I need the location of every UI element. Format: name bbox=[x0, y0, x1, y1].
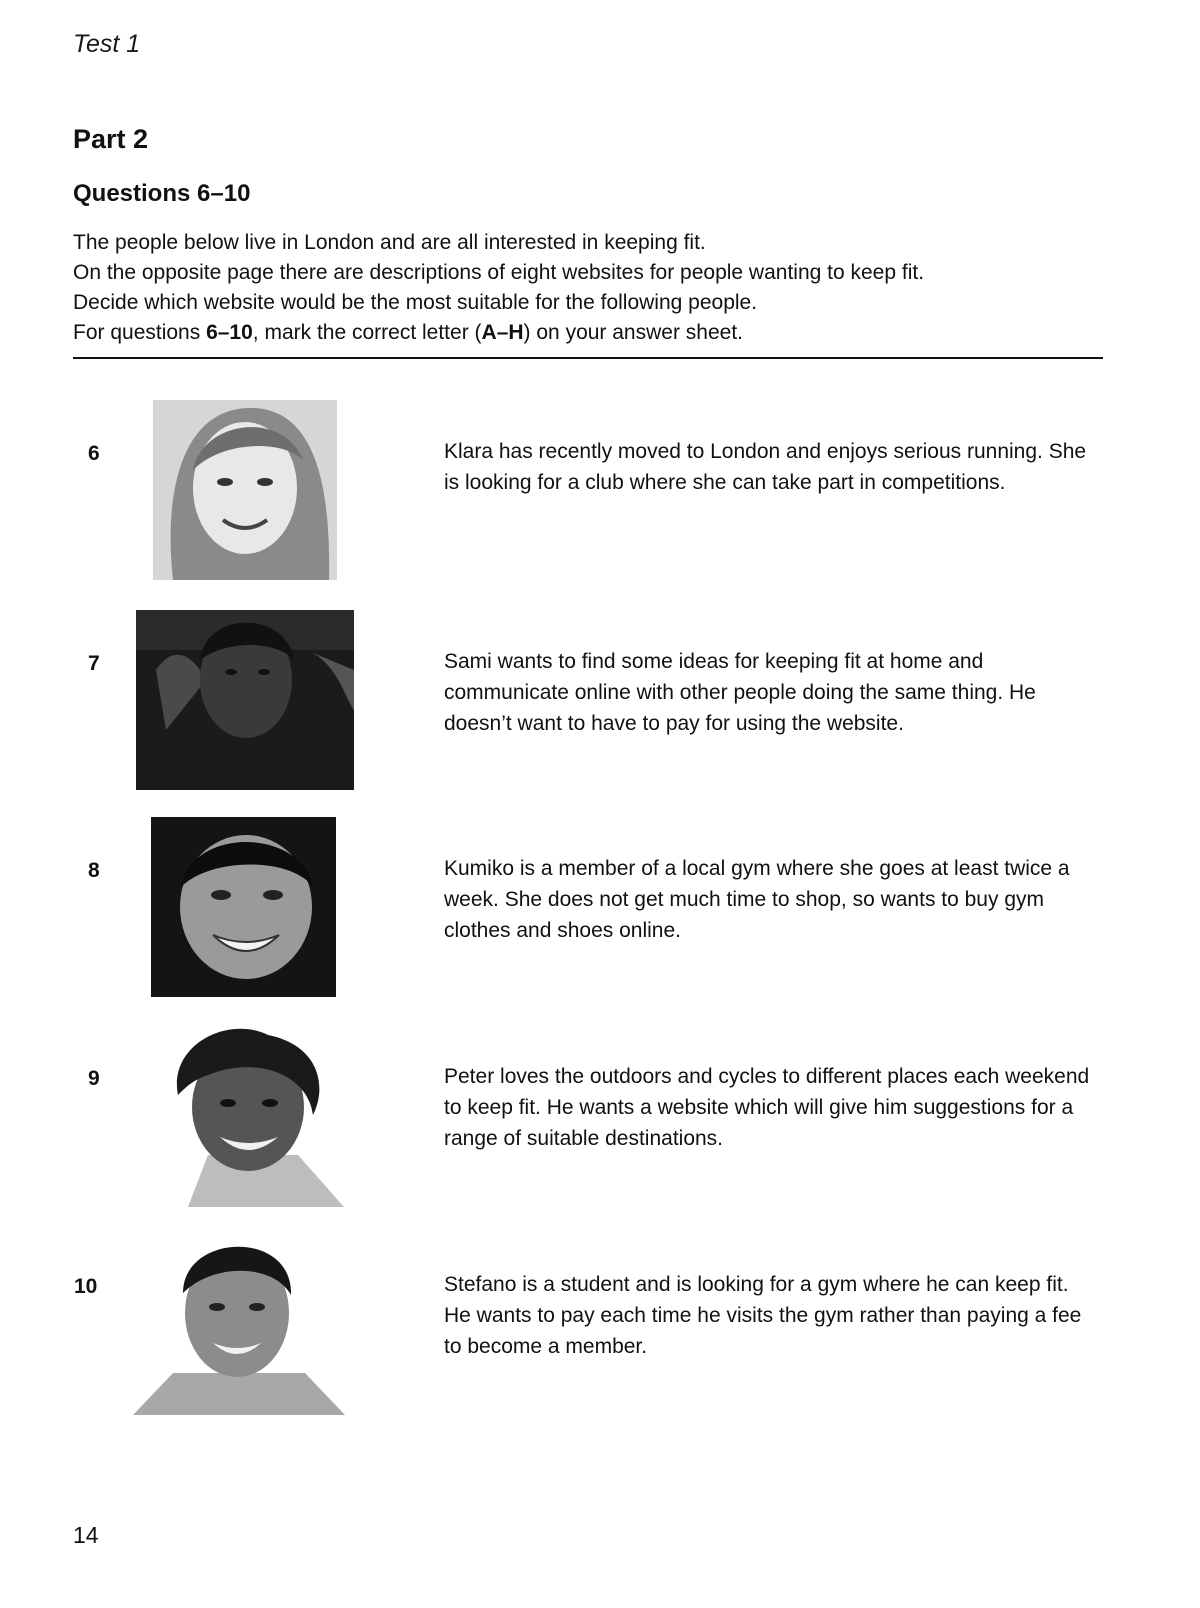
question-item bbox=[0, 817, 1200, 1007]
part-title: Part 2 bbox=[73, 124, 149, 154]
running-head: Test 1 bbox=[73, 30, 141, 58]
question-range: 6–10 bbox=[206, 321, 253, 344]
instruction-line-3: Decide which website would be the most suitable for the following people. bbox=[73, 291, 758, 314]
portrait-photo-kumiko bbox=[151, 817, 336, 997]
question-description: Stefano is a student and is looking for a gym where he can keep fit. He wants to pay each time he visits the gym rather than paying a fee to become a member. bbox=[444, 1273, 1082, 1358]
question-item bbox=[0, 1233, 1200, 1423]
divider-rule bbox=[73, 357, 1103, 359]
question-number: 8 bbox=[88, 859, 100, 882]
question-number: 7 bbox=[88, 652, 100, 675]
question-description: Peter loves the outdoors and cycles to different places each weekend to keep fit. He wants a website which will give him suggestions for a range of suitable destinations. bbox=[444, 1065, 1090, 1150]
question-number: 6 bbox=[88, 442, 100, 465]
question-number: 10 bbox=[74, 1275, 98, 1298]
question-item bbox=[0, 400, 1200, 590]
question-item bbox=[0, 610, 1200, 800]
instructions bbox=[73, 228, 1113, 348]
portrait-photo-stefano bbox=[133, 1233, 345, 1415]
instruction-text: ) on your answer sheet. bbox=[523, 321, 743, 344]
instruction-line-4 bbox=[73, 318, 1113, 348]
portrait-photo-peter bbox=[148, 1025, 344, 1207]
instruction-line-2: On the opposite page there are descriptions of eight websites for people wanting to keep fit. bbox=[73, 261, 925, 284]
instruction-text: , mark the correct letter ( bbox=[252, 321, 482, 344]
instruction-line-1: The people below live in London and are all interested in keeping fit. bbox=[73, 231, 706, 254]
page-number: 14 bbox=[73, 1522, 99, 1548]
question-number: 9 bbox=[88, 1067, 100, 1090]
portrait-photo-sami bbox=[136, 610, 354, 790]
instruction-text: For questions bbox=[73, 321, 207, 344]
question-item bbox=[0, 1025, 1200, 1215]
question-description: Kumiko is a member of a local gym where she goes at least twice a week. She does not get much time to shop, so wants to buy gym clothes and shoes online. bbox=[444, 857, 1070, 942]
question-description: Klara has recently moved to London and enjoys serious running. She is looking for a club where she can take part in competitions. bbox=[444, 440, 1087, 494]
letter-range: A–H bbox=[481, 321, 524, 344]
questions-title: Questions 6–10 bbox=[73, 180, 251, 207]
portrait-photo-klara bbox=[153, 400, 337, 580]
question-description: Sami wants to find some ideas for keeping fit at home and communicate online with other people doing the same thing. He doesn’t want to have to pay for using the website. bbox=[444, 650, 1036, 735]
